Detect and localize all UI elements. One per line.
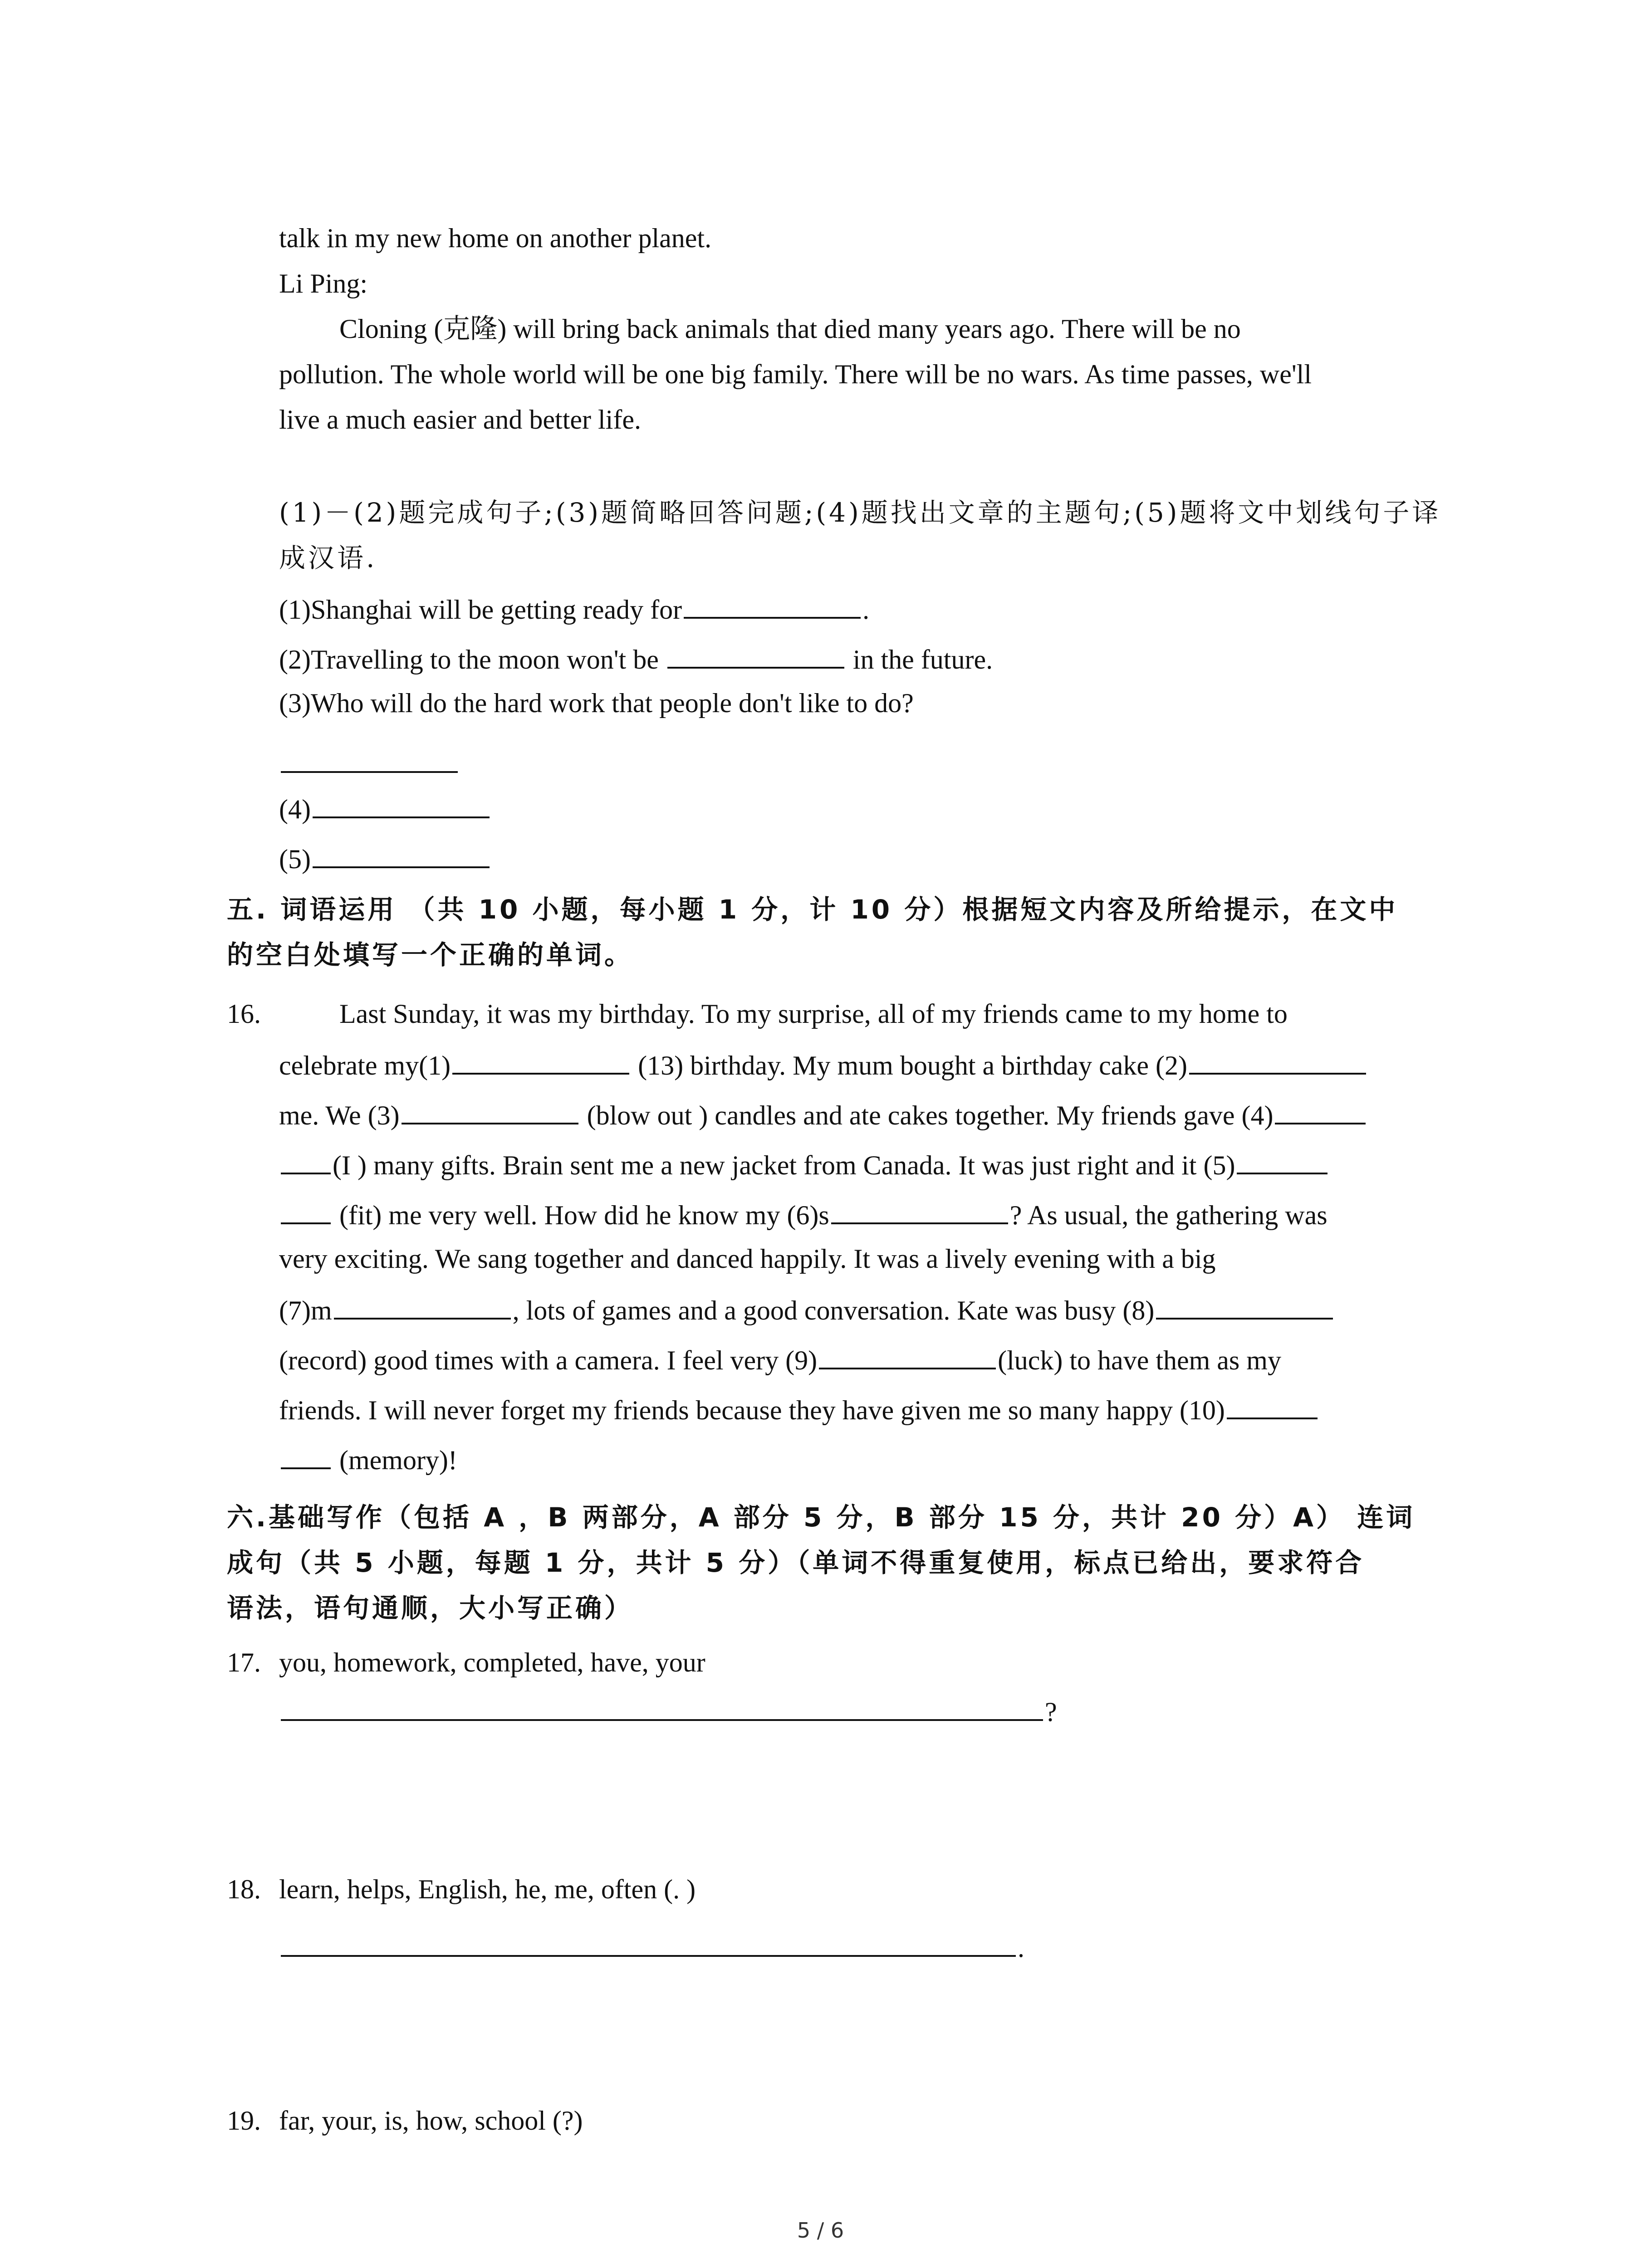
cloze-line: very exciting. We sang together and danced happily. It was a lively evening with a big bbox=[279, 1244, 1216, 1274]
question-number: (5) bbox=[279, 844, 311, 874]
answer-line-18 bbox=[279, 1928, 1024, 1966]
answer-blank[interactable] bbox=[684, 590, 861, 619]
question-3: (3)Who will do the hard work that people don't like to do? bbox=[279, 688, 914, 718]
page-number: 5 / 6 bbox=[797, 2218, 844, 2243]
answer-line-3 bbox=[279, 744, 460, 782]
question-17-words: you, homework, completed, have, your bbox=[279, 1647, 705, 1677]
cloze-text: (luck) to have them as my bbox=[998, 1345, 1281, 1375]
cloze-text: , lots of games and a good conversation. Kate was busy (8) bbox=[512, 1295, 1155, 1325]
cloze-blank-7[interactable] bbox=[334, 1290, 511, 1320]
section-heading: 的空白处填写一个正确的单词。 bbox=[227, 939, 634, 970]
cloze-text: (memory)! bbox=[339, 1445, 457, 1475]
question-4 bbox=[279, 789, 491, 827]
answer-blank[interactable] bbox=[281, 1928, 1016, 1957]
question-number: (4) bbox=[279, 794, 311, 824]
answer-line-17 bbox=[279, 1692, 1057, 1730]
question-18-words: learn, helps, English, he, me, often (. ) bbox=[279, 1874, 696, 1904]
question-punct: . bbox=[1018, 1933, 1024, 1963]
answer-blank[interactable] bbox=[313, 789, 490, 818]
question-punct: . bbox=[862, 595, 870, 625]
question-punct: ? bbox=[1045, 1697, 1057, 1727]
cloze-line bbox=[279, 1340, 1281, 1378]
cloze-blank-9[interactable] bbox=[819, 1340, 996, 1369]
question-5 bbox=[279, 839, 491, 877]
cloze-text: (blow out ) candles and ate cakes together. My friends gave (4) bbox=[587, 1100, 1274, 1130]
answer-blank[interactable] bbox=[667, 640, 844, 669]
cloze-text: (I ) many gifts. Brain sent me a new jacket from Canada. It was just right and it (5) bbox=[333, 1150, 1235, 1180]
section-heading: 五. 词语运用 （共 10 小题，每小题 1 分，计 10 分）根据短文内容及所给提示，在文中 bbox=[227, 894, 1398, 925]
cloze-blank-5[interactable] bbox=[1237, 1145, 1327, 1174]
cloze-text: (13) birthday. My mum bought a birthday cake (2) bbox=[638, 1051, 1187, 1080]
cloze-text: (fit) me very well. How did he know my (6)s bbox=[339, 1200, 829, 1230]
section-heading: 六.基础写作（包括 A ，B 两部分，A 部分 5 分，B 部分 15 分，共计 20 分）A） 连词 bbox=[227, 1502, 1416, 1533]
cloze-blank-5-cont[interactable] bbox=[281, 1195, 331, 1224]
cloze-line: Last Sunday, it was my birthday. To my surprise, all of my friends came to my home to bbox=[339, 999, 1288, 1029]
question-2 bbox=[279, 640, 993, 678]
cloze-blank-2[interactable] bbox=[1189, 1046, 1366, 1075]
cloze-blank-10[interactable] bbox=[1227, 1390, 1318, 1419]
cloze-line bbox=[279, 1095, 1367, 1134]
cloze-line bbox=[279, 1145, 1329, 1183]
cloze-blank-8[interactable] bbox=[1156, 1290, 1333, 1320]
cloze-blank-10-cont[interactable] bbox=[281, 1440, 331, 1469]
cloze-line bbox=[279, 1290, 1335, 1329]
cloze-blank-4[interactable] bbox=[1275, 1095, 1366, 1124]
question-number: 16. bbox=[227, 999, 261, 1029]
answer-blank[interactable] bbox=[281, 744, 458, 773]
cloze-line bbox=[279, 1046, 1368, 1084]
cloze-text: ? As usual, the gathering was bbox=[1009, 1200, 1327, 1230]
cloze-text: (record) good times with a camera. I feel very (9) bbox=[279, 1345, 818, 1375]
cloze-text: celebrate my(1) bbox=[279, 1051, 451, 1080]
question-number: 18. bbox=[227, 1874, 261, 1904]
cloze-blank-3[interactable] bbox=[402, 1095, 578, 1124]
passage-paragraph-line: Cloning (克隆) will bring back animals that died many years ago. There will be no bbox=[339, 314, 1241, 344]
speaker-name: Li Ping: bbox=[279, 269, 368, 298]
question-text: in the future. bbox=[852, 645, 993, 675]
question-19-words: far, your, is, how, school (?) bbox=[279, 2106, 583, 2136]
section-heading: 成句（共 5 小题，每题 1 分，共计 5 分）（单词不得重复使用，标点已给出，要求符合 bbox=[227, 1547, 1365, 1578]
passage-line: talk in my new home on another planet. bbox=[279, 223, 712, 253]
cloze-line bbox=[279, 1195, 1327, 1233]
cloze-text: me. We (3) bbox=[279, 1100, 400, 1130]
question-text: (2)Travelling to the moon won't be bbox=[279, 645, 659, 675]
passage-paragraph-line: pollution. The whole world will be one big family. There will be no wars. As time passes, we'll bbox=[279, 359, 1312, 389]
section-heading: 语法，语句通顺，大小写正确） bbox=[227, 1593, 634, 1623]
question-text: (1)Shanghai will be getting ready for bbox=[279, 595, 682, 625]
cloze-line bbox=[279, 1390, 1319, 1428]
cloze-line bbox=[279, 1440, 457, 1478]
instructions-line: (1)－(2)题完成句子;(3)题简略回答问题;(4)题找出文章的主题句;(5)题将文中划线句子译 bbox=[279, 497, 1441, 528]
cloze-blank-6[interactable] bbox=[831, 1195, 1008, 1224]
cloze-text: (7)m bbox=[279, 1295, 332, 1325]
question-1 bbox=[279, 590, 869, 628]
answer-blank[interactable] bbox=[281, 1692, 1043, 1721]
cloze-blank-4-cont[interactable] bbox=[281, 1145, 331, 1174]
question-number: 19. bbox=[227, 2106, 261, 2136]
instructions-line: 成汉语. bbox=[279, 543, 377, 573]
answer-blank[interactable] bbox=[313, 839, 490, 868]
question-number: 17. bbox=[227, 1647, 261, 1677]
passage-paragraph-line: live a much easier and better life. bbox=[279, 405, 641, 435]
cloze-text: friends. I will never forget my friends because they have given me so many happy (10) bbox=[279, 1395, 1225, 1425]
cloze-blank-1[interactable] bbox=[452, 1046, 629, 1075]
